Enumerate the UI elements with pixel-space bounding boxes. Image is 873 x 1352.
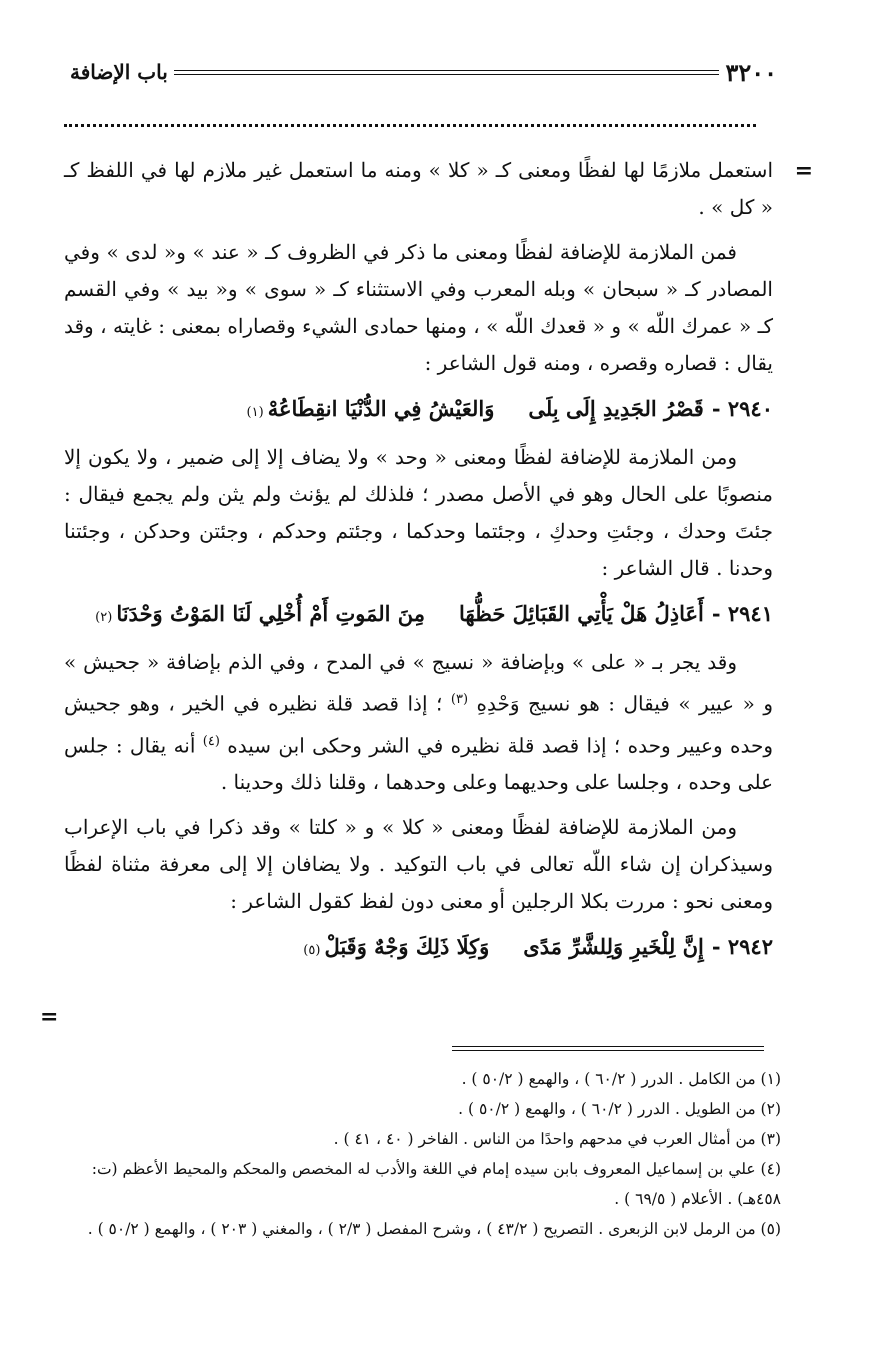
footnote-1: (١) من الكامل . الدرر ( ٦٠/٢ ) ، والهمع ( ٥٠/٢ ) . (461, 1070, 781, 1088)
running-title: باب الإضافة (70, 60, 168, 84)
paragraph-4-text-c: أنه يقال : جلس على وحده ، وجلسا على وحديهما وعلى وحدهما ، وقلنا ذلك وحدينا . (64, 733, 773, 795)
verse-hemistich-2: مِنَ المَوتِ أَمْ أُخْلِي لَنَا المَوْتُ وَحْدَنَا (116, 601, 426, 626)
paragraph-4-text-a: وقد يجر بـ « على » وبإضافة « نسيج » في المدح ، وفي الذم بإضافة « جحيش » و « عيير » فيقال : هو نسيج وَحْدِهِ (64, 650, 773, 716)
footnote-ref-5[interactable]: (٥) (303, 943, 321, 959)
verse-hemistich-2: وَالعَيْشُ فِي الدُّنْيَا انقِطَاعُهْ (267, 396, 495, 421)
footnote-ref-3[interactable]: (٣) (450, 692, 469, 707)
footnote-3: (٣) من أمثال العرب في مدحهم واحدًا من الناس . الفاخر ( ٤٠ ، ٤١ ) . (333, 1130, 781, 1148)
footnote-5: (٥) من الرمل لابن الزبعرى . التصريح ( ٤٣/٢ ) ، وشرح المفصل ( ٢/٣ ) ، والمغني ( ٢٠٣ ) ، والهمع ( ٥٠/٢ ) . (87, 1220, 781, 1238)
paragraph-3: ومن الملازمة للإضافة لفظًا ومعنى « وحد » ولا يضاف إلا إلى ضمير ، ولا يكون إلا منصوبًا على الحال وهو في الأصل مصدر ؛ فلذلك لم يؤنث ولم يثن ولم يجمع فيقال : جئتَ وحدك ، وجئتِ وحدكِ ، وجئتما وحدكما ، وجئتم وحدكم ، وجئتن وحدكن ، وجئتنا وحدنا . قال الشاعر : (64, 445, 773, 580)
page-number: ٣٢٠٠ (725, 57, 777, 87)
footnote-2: (٢) من الطويل . الدرر ( ٦٠/٢ ) ، والهمع ( ٥٠/٢ ) . (458, 1100, 781, 1118)
header-rule (174, 70, 720, 75)
footnote-rule (452, 1046, 764, 1051)
continuation-mark: = (794, 158, 813, 184)
verse-hemistich-2: وَكِلَا ذَلِكَ وَجْهٌ وَقَبَلْ (324, 934, 490, 960)
page-header (60, 58, 785, 86)
footnote-ref-1[interactable]: (١) (246, 405, 264, 420)
verse-hemistich-1: إِنَّ لِلْخَيرِ وَلِلشَّرِّ مَدًى (523, 934, 704, 960)
main-text (64, 152, 773, 977)
footnote-ref-4[interactable]: (٤) (202, 733, 220, 749)
verse-2942 (64, 928, 773, 969)
verse-hemistich-1: قَصْرُ الجَدِيدِ إِلَى بِلَى (528, 396, 704, 421)
footnote-ref-2[interactable]: (٢) (95, 610, 113, 625)
verse-2941 (64, 595, 773, 636)
paragraph-1: استعمل ملازمًا لها لفظًا ومعنى كـ « كلا » ومنه ما استعمل غير ملازم لها في اللفظ كـ « كل » . (64, 158, 773, 219)
verse-number: ٢٩٤١ - (711, 601, 773, 626)
verse-hemistich-1: أَعَاذِلُ هَلْ يَأْتِي القَبَائِلَ حَظُّهَا (459, 601, 704, 626)
verse-number: ٢٩٤٠ - (711, 396, 773, 421)
continuation-mark-end: = (40, 1004, 59, 1030)
verse-2940 (64, 390, 773, 431)
paragraph-4-text-b: ؛ إذا قصد قلة نظيره في الخير ، وهو جحيش وحده وعيير وحده ؛ إذا قصد قلة نظيره في الشر وحكى ابن سيده (64, 691, 774, 758)
paragraph-5: ومن الملازمة للإضافة لفظًا ومعنى « كلا » و « كلتا » وقد ذكرا في باب الإعراب وسيذكران إن شاء اللّه تعالى في باب التوكيد . ولا يضافان إلا إلى معرفة مثناة لفظًا ومعنى نحو : مررت بكلا الرجلين أو معنى دون لفظ كقول الشاعر : (64, 815, 773, 914)
footnote-4: (٤) علي بن إسماعيل المعروف بابن سيده إمام في اللغة والأدب له المخصص والمحكم والمحيط الأعظم (ت: ٤٥٨هـ) . الأعلام ( ٦٩/٥ ) . (91, 1160, 781, 1208)
footnotes (64, 1064, 781, 1244)
paragraph-4 (64, 644, 773, 801)
dotted-separator (64, 124, 756, 127)
paragraph-2: فمن الملازمة للإضافة لفظًا ومعنى ما ذكر في الظروف كـ « عند » و« لدى » وفي المصادر كـ « سبحان » وبله المعرب وفي الاستثناء كـ « سوى » و« بيد » وفي القسم كـ « عمرك اللّه » و « قعدك اللّه » ، ومنها حمادى الشيء وقصاراه بمعنى : غايته ، وقد يقال : قصاره وقصره ، ومنه قول الشاعر : (64, 240, 773, 375)
verse-number: ٢٩٤٢ - (711, 934, 773, 960)
